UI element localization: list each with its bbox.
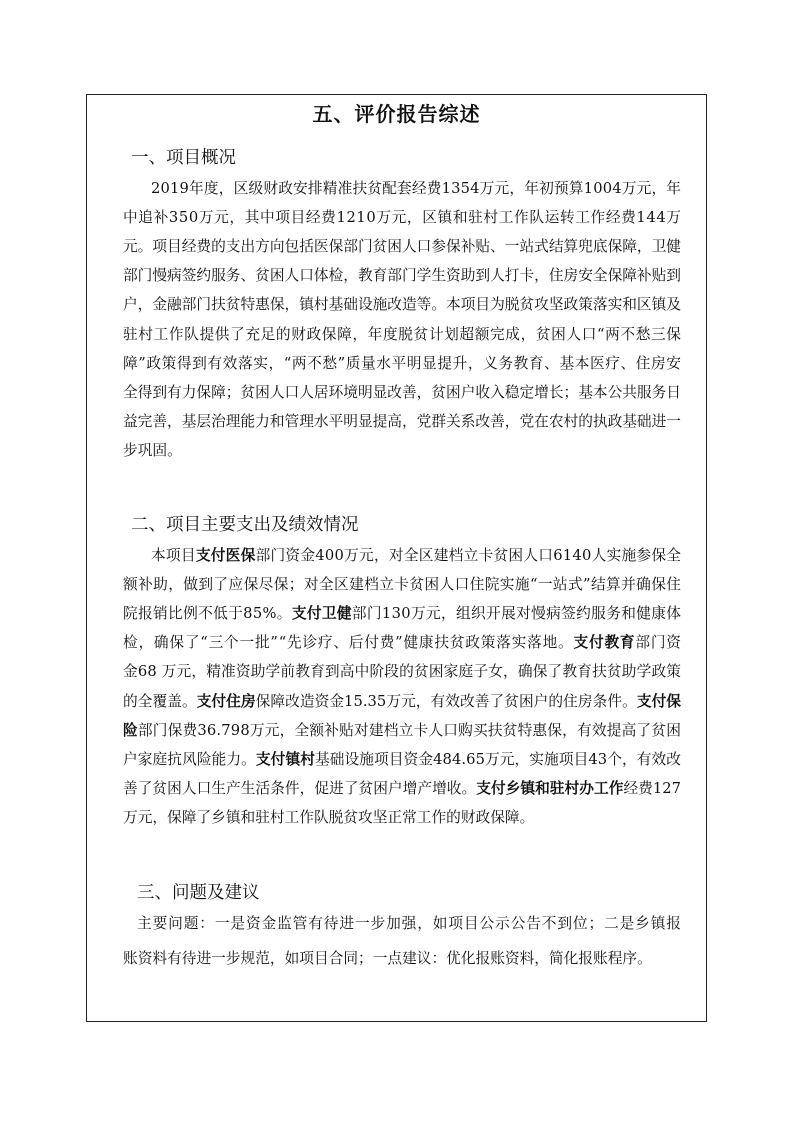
body-text: 全得到有力保障；贫困人口人居环境明显改善，贫困户收入稳定增长；基本公共服务日 — [123, 383, 681, 401]
body-text: 中追补350万元，其中项目经费1210万元，区镇和驻村工作队运转工作经费144万 — [123, 209, 682, 227]
body-text: 经费127 — [623, 779, 682, 797]
body-text: 户家庭抗风险能力。 — [123, 750, 256, 768]
emphasis-text: 支付医保 — [195, 547, 256, 564]
paragraph-line — [123, 295, 681, 315]
paragraph-line — [123, 412, 681, 432]
paragraph-line — [123, 692, 681, 712]
paragraph-line — [151, 546, 681, 566]
page-title: 五、评价报告综述 — [312, 102, 481, 126]
body-text: 主要问题：一是资金监管有待进一步加强，如项目公示公告不到位；二是乡镇报 — [137, 915, 682, 932]
body-text: 额补助，做到了应保尽保；对全区建档立卡贫困人口住院实施“一站式”结算并确保住 — [123, 576, 682, 594]
paragraph-line — [123, 633, 682, 653]
emphasis-text: 支付住房 — [196, 692, 256, 710]
paragraph-line — [123, 808, 534, 828]
paragraph-line — [151, 179, 681, 199]
emphasis-text: 险 — [123, 721, 138, 739]
body-text: 保障改造资金15.35万元，有效改善了贫困户的住房条件。 — [255, 692, 637, 710]
paragraph-line — [123, 208, 682, 228]
paragraph-line — [123, 604, 681, 624]
paragraph-line — [123, 237, 681, 257]
paragraph-line — [123, 441, 182, 461]
paragraph-line — [123, 662, 681, 682]
body-text: 元。项目经费的支出方向包括医保部门贫困人口参保补贴、一站式结算兜底保障，卫健 — [123, 238, 681, 256]
paragraph-line — [123, 266, 681, 286]
body-text: 基础设施项目资金484.65万元，实施项目43个，有效改 — [314, 750, 682, 768]
body-text: 步巩固。 — [123, 441, 182, 459]
body-text: 户，金融部门扶贫特惠保，镇村基础设施改造等。本项目为脱贫攻坚政策落实和区镇及 — [123, 296, 681, 314]
emphasis-text: 支付卫健 — [291, 605, 352, 623]
body-text: 院报销比例不低于85%。 — [123, 605, 292, 623]
body-text: 部门130万元，组织开展对慢病签约服务和健康体 — [351, 605, 682, 623]
paragraph-line — [123, 750, 681, 770]
paragraph-line — [123, 325, 682, 345]
emphasis-text: 支付保 — [636, 692, 682, 710]
body-text: 部门资金400万元，对全区建档立卡贫困人口6140人实施参保全 — [255, 547, 682, 564]
body-text: 部门慢病签约服务、贫困人口体检，教育部门学生资助到人打卡，住房安全保障补贴到 — [123, 267, 681, 285]
emphasis-text: 支付镇村 — [255, 750, 315, 768]
emphasis-text: 支付教育 — [573, 634, 636, 652]
body-text: 驻村工作队提供了充足的财政保障，年度脱贫计划超额完成，贫困人口“两不愁三保 — [123, 325, 682, 343]
body-text: 的全覆盖。 — [123, 692, 197, 710]
report-frame — [86, 94, 707, 1022]
body-text: 部门保费36.798万元，全额补贴对建档立卡人口购买扶贫特惠保，有效提高了贫困 — [137, 721, 682, 739]
section-heading: 一、项目概况 — [131, 148, 236, 168]
paragraph-line — [123, 949, 652, 969]
body-text: 善了贫困人口生产生活条件，促进了贫困户增产增收。 — [123, 779, 477, 797]
emphasis-text: 支付乡镇和驻村办工作 — [476, 779, 624, 797]
section-heading: 二、项目主要支出及绩效情况 — [131, 515, 359, 535]
paragraph-line — [123, 383, 681, 403]
section-heading: 三、问题及建议 — [137, 883, 260, 903]
body-text: 金68 万元，精准资助学前教育到高中阶段的贫困家庭子女，确保了教育扶贫助学政策 — [123, 663, 682, 681]
paragraph-line — [123, 575, 681, 595]
body-text: 部门资 — [635, 634, 682, 652]
body-text: 2019年度，区级财政安排精准扶贫配套经费1354万元，年初预算1004万元，年 — [151, 180, 682, 197]
body-text: 益完善，基层治理能力和管理水平明显提高，党群关系改善，党在农村的执政基础进一 — [123, 412, 681, 430]
body-text: 检，确保了“三个一批”“先诊疗、后付费”健康扶贫政策落实落地。 — [123, 634, 574, 652]
body-text: 障”政策得到有效落实，“两不愁”质量水平明显提升，义务教育、基本医疗、住房安 — [123, 354, 682, 372]
body-text: 本项目 — [151, 547, 196, 564]
paragraph-line — [137, 914, 682, 934]
paragraph-line — [123, 354, 682, 374]
body-text: 万元，保障了乡镇和驻村工作队脱贫攻坚正常工作的财政保障。 — [123, 808, 535, 826]
paragraph-line — [123, 779, 681, 799]
paragraph-line — [123, 721, 681, 741]
body-text: 账资料有待进一步规范，如项目合同；一点建议：优化报账资料，简化报账程序。 — [123, 950, 652, 967]
